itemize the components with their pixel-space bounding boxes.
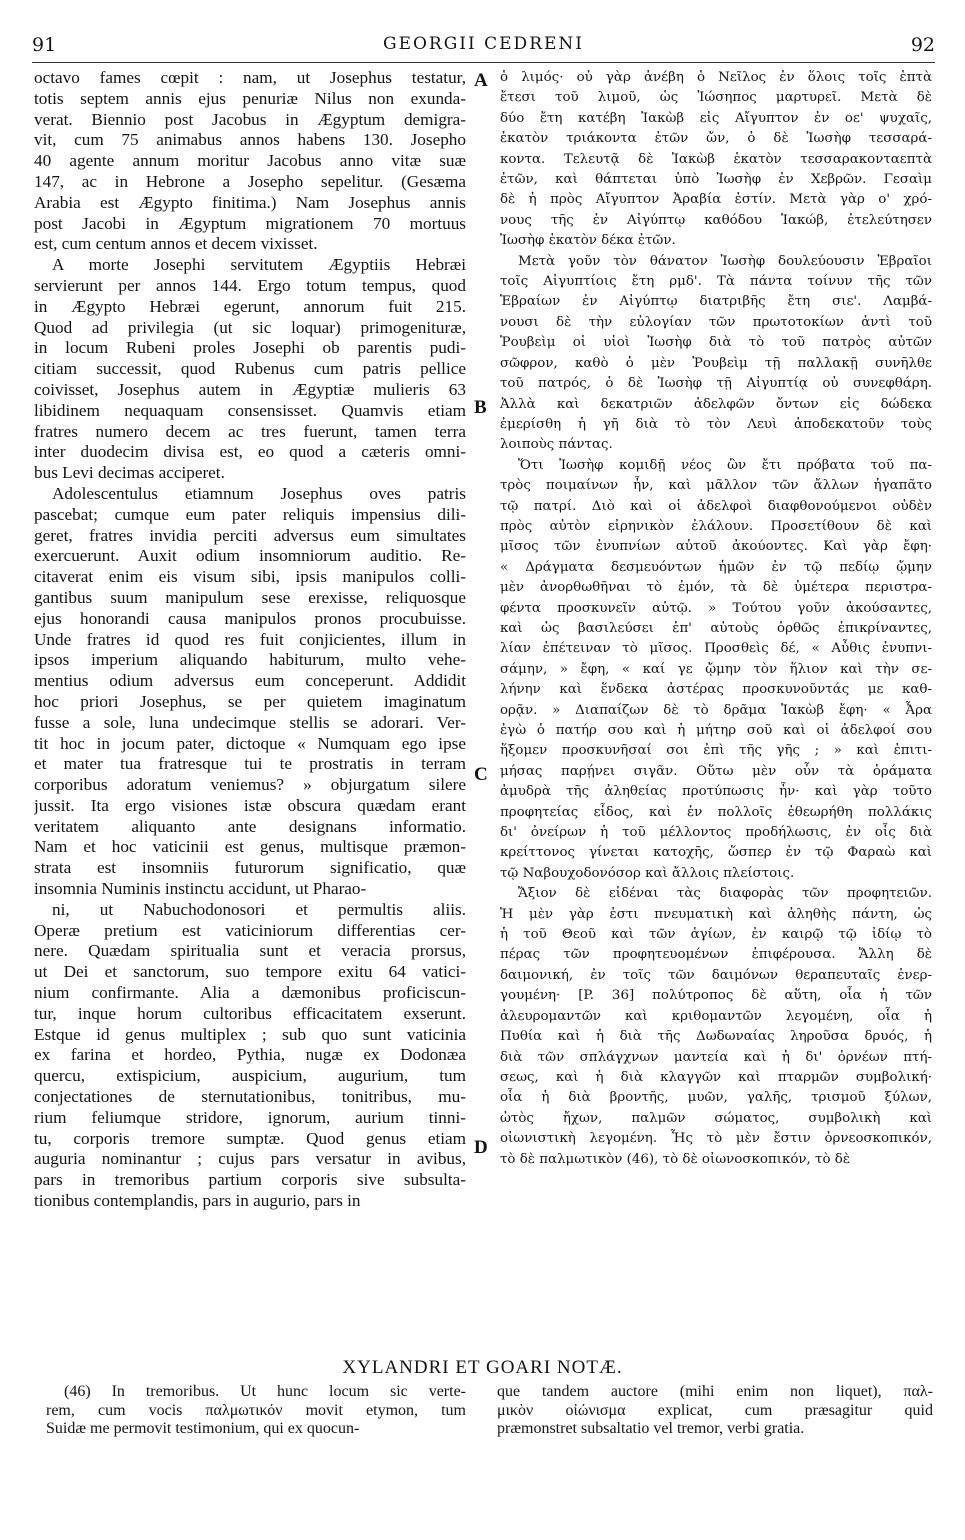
text-line: verat. Biennio post Jacobus in Ægyptum demigra- [34, 109, 466, 129]
text-line: octavo fames cœpit : nam, ut Josephus testatur, [34, 68, 466, 87]
text-line: πέρας τῶν προφητευομένων ἐπιφέρουσα. Ἄλλη δὲ [500, 947, 932, 963]
text-line: ὠτὸς ἤχων, παλμῶν σώματος, συμβολικὴ καὶ [500, 1110, 932, 1126]
text-line: μὲν ἀνορθωθῆναι τὸ ἐμόν, τὰ δὲ ὑμέτερα περιστρα- [500, 580, 932, 596]
text-line: δὲ ἡ πρὸς Αἴγυπτον Ἀραβία ἐστίν. Μετὰ γὰρ ο' χρό- [500, 192, 932, 208]
text-line: Ἀλλὰ καὶ δεκατριῶν ἀδελφῶν ὄντων εἰς δώδεκα [500, 396, 932, 412]
text-line: ἐγὼ ὁ πατήρ σου καὶ ἡ μήτηρ σοῦ καὶ οἱ ἀδελφοί σου [500, 723, 932, 738]
text-line: ἔτεσι τοῦ λιμοῦ, ὡς Ἰώσηπος μαρτυρεῖ. Μετὰ δὲ [500, 90, 932, 106]
text-line: οἰωνιστικὴ λεγομένη. Ἧς τὸ μὲν ἔστιν ὀρνεοσκοπικόν, [500, 1131, 932, 1147]
text-line: διὰ τῶν σπλάγχνων μαντεία καὶ ἡ δι' ὀρνέων πτή- [500, 1049, 932, 1065]
text-line: « Δράγματα δεσμευόντων ἡμῶν ἐν τῷ πεδίῳ ᾤμην [500, 559, 932, 575]
text-line: A morte Josephi servitutem Ægyptiis Hebræi [52, 255, 466, 275]
text-line: fusse a sole, luna undecimque stellis se adorari. Ver- [34, 712, 466, 732]
text-line: ορᾷν. » Διαπαίζων δὲ τὸ δρᾶμα Ἰακὼβ ἔφη· « Ἆρα [500, 702, 932, 718]
text-line: σάμην, » ἔφη, « καί γε ᾤμην τὸν ἥλιον καὶ τὴν σε- [500, 661, 932, 677]
text-line: μήσας παρῄνει σιγᾶν. Οὕτω μὲν οὖν τὰ ὁράματα [500, 763, 932, 779]
notes-left-column [46, 1383, 466, 1439]
text-line: rem, cum vocis παλμωτικόν movit etymon, tum [46, 1401, 466, 1419]
text-line: est, cum centum annos et decem vixisset. [34, 234, 318, 254]
text-line: ἐτῶν, καὶ θάπτεται ὑπὸ Ἰωσὴφ ἐν Χεβρῶν. Γεσαὶμ [500, 172, 932, 188]
text-line: Ὅτι Ἰωσὴφ κομιδῇ νέος ὢν ἔτι πρόβατα τοῦ πα- [518, 457, 932, 473]
text-line: τοῖς Αἰγυπτίοις ἔτη ρμδ'. Τὰ πάντα τοίνυν τῆς τῶν [500, 274, 932, 290]
text-line: Ἰωσὴφ ἑκατὸν δέκα ἐτῶν. [500, 233, 676, 249]
text-line: πρὸς αὐτὸν εἰρηνικὸν ἐλάλουν. Προσετίθουν δὲ καὶ [500, 518, 932, 534]
text-line: Operæ pretium est vaticiniorum differentias cer- [34, 920, 466, 940]
text-line: Adolescentulus etiamnum Josephus oves patris [52, 483, 466, 503]
text-line: λίαν ἐπέτειναν τὸ μῖσος. Προσθεὶς δέ, « Αὖθις ἐνυπνι- [500, 641, 932, 657]
text-line: ex farina et hordeo, Pythia, nugæ ex Dodonæa [34, 1045, 466, 1065]
text-line: citiam successit, quod Rubenus cum patris pellice [34, 359, 466, 379]
page-number-left: 91 [32, 34, 57, 56]
text-line: veritatem aliquanto ante designans informatio. [34, 816, 466, 836]
text-line: nium confirmante. Alia a dæmonibus proficiscun- [34, 983, 466, 1003]
text-line: ut Dei et sanctorum, suo tempore exitu 64 vatici- [34, 962, 466, 982]
text-line: ἥξομεν προσκυνῆσαί σοι ἐπὶ τῆς γῆς ; » καὶ ἐπιτι- [500, 743, 932, 759]
text-line: jussit. Ita ergo visiones istæ obscura quædam erant [34, 795, 466, 815]
text-line: pars in tremoribus partium corporis sive subsulta- [34, 1170, 466, 1190]
text-line: tur, inque horum cultoribus efficacitatem exserunt. [34, 1003, 466, 1023]
text-line: mentius odium adversus eum conceperunt. Addidit [34, 671, 466, 691]
text-line: λοιποὺς πάντας. [500, 437, 613, 453]
text-line: geret, fratres invidia perciti adversus eum simultates [34, 525, 466, 545]
text-line: δύο ἔτη κατέβη Ἰακὼβ εἰς Αἴγυπτον ἐν οε' ψυχαῖς, [500, 110, 932, 126]
text-line: totis septem annis ejus penuriæ Nilus non exunda- [34, 88, 466, 108]
text-line: coivisset, Josephus autem in Ægyptiæ mulieris 63 [34, 379, 466, 399]
text-line: τῷ Ναβουχοδονόσορ καὶ ἄλλοις πλείστοις. [500, 865, 795, 881]
text-line: conjectationes de sternutationibus, tonitribus, mu- [34, 1087, 466, 1107]
text-line: Quod ad privilegia (ut sic loquar) primogenituræ, [34, 317, 466, 337]
text-line: ejus honorandi causa manipulos pronos procubuisse. [34, 608, 466, 628]
text-line: rium feliumque stridore, ignorum, aurium tinni- [34, 1107, 466, 1127]
text-line: ἀλευρομαντῶν καὶ κριθομαντῶν λεγομένη, οἷα ἡ [500, 1008, 932, 1024]
text-line: post Jacobi in Ægyptum migrationem 70 mortuus [34, 213, 466, 233]
text-line: 40 agente annum moritur Jacobus anno vitæ suæ [34, 151, 466, 171]
text-line: ipsos imperium aliquando habiturum, multo vehe- [34, 650, 466, 670]
text-line: auguria nominantur ; cujus pars versatur in avibus, [34, 1149, 466, 1169]
greek-column [500, 68, 932, 1170]
text-line: τρὸς ποιμαίνων ἦν, καὶ μᾶλλον τῶν ἄλλων ἠγαπᾶτο [500, 478, 932, 494]
text-line: γουμένη· [P. 36] πολύτροπος δὲ αὕτη, οἷα ἡ τῶν [500, 988, 932, 1004]
text-line: ὁ λιμός· οὐ γὰρ ἀνέβη ὁ Νεῖλος ἐν ὅλοις τοῖς ἑπτὰ [500, 70, 932, 85]
notes-title: XYLANDRI ET GOARI NOTÆ. [342, 1357, 623, 1378]
text-line: Unde fratres id quod res fuit conjicientes, illum in [34, 629, 466, 649]
text-line: ἐμερίσθη ἡ γῆ διὰ τὸ τὸν Λευὶ ἀποδεκατοῦν τοὺς [500, 416, 932, 432]
page-number-right: 92 [910, 34, 935, 56]
text-line: ἀμυδρὰ τῆς ἀληθείας προτύπωσις ἦν· καὶ γὰρ τοῦτο [500, 784, 932, 800]
text-line: ἡ τοῦ Θεοῦ καὶ τῶν ἁγίων, ἐν καιρῷ τῷ ἰδίῳ τὸ [500, 927, 932, 943]
text-line: Ἑβραίων ἐν Αἰγύπτῳ διατριβῆς ἔτη σιε'. Λαμβά- [500, 294, 932, 310]
text-line: μῖσος τῶν ἐνυπνίων αὐτοῦ ἀκούοντες. Καὶ γὰρ ἔφη· [500, 539, 932, 555]
margin-marker-b: B [474, 397, 487, 418]
text-line: corporibus adoratum veniemus? » objurgatum silere [34, 775, 466, 795]
text-line: τὸ δὲ παλμωτικὸν (46), τὸ δὲ οἰωνοσκοπικόν, τὸ δὲ [500, 1151, 851, 1167]
text-line: Ἡ μὲν γὰρ ἐστι πνευματικὴ καὶ ἀληθὴς πάντη, ὡς [500, 906, 932, 922]
text-line: citaverat enim eis visum sibi, ipsis manipulos colli- [34, 567, 466, 587]
text-line: strata est insomniis futurorum significatio, quæ [34, 858, 466, 878]
text-line: Μετὰ γοῦν τὸν θάνατον Ἰωσὴφ δουλεύουσιν Ἑβραῖοι [518, 253, 932, 269]
text-line: in locum Rubeni proles Josephi ob parentis pudi- [34, 338, 466, 358]
text-line: Nam et hoc vaticinii est genus, multisque præmon- [34, 837, 466, 857]
text-line: σεως, καὶ ἡ διὰ κλαγγῶν καὶ πταρμῶν συμβολική· [500, 1069, 932, 1085]
text-line: δι' ὀνείρων ἡ τοῦ μέλλοντος προδήλωσις, ἐν οἷς διὰ [500, 825, 932, 841]
text-line: tit hoc in jocum pater, dictoque « Numquam ego ipse [34, 733, 466, 753]
margin-marker-c: C [474, 764, 488, 785]
text-line: inter duodecim divisa est, eo quod a cæteris omni- [34, 442, 466, 462]
margin-marker-a: A [474, 70, 488, 91]
text-line: φέντα προσκυνεῖν αὐτῷ. » Τούτου γοῦν ἀκούσαντες, [500, 600, 932, 616]
notes-right-column [497, 1383, 933, 1439]
text-line: Ἄξιον δὲ εἰδέναι τὰς διαφορὰς τῶν προφητειῶν. [518, 886, 932, 902]
text-line: ni, ut Nabuchodonosori et permultis aliis. [52, 899, 466, 919]
text-line: προφητείας εἶδος, καὶ ἐν πολλοῖς ἐθεωρήθη πολλάκις [500, 804, 932, 820]
text-line: Πυθία καὶ ἡ διὰ τῆς Δωδωναίας ληροῦσα δρυός, ἡ [500, 1029, 932, 1045]
text-line: et mater tua fratresque tui te prostratis in terram [34, 754, 466, 774]
header-rule [32, 62, 935, 63]
text-line: libidinem nequaquam consensisset. Quamvis etiam [34, 400, 466, 420]
text-line: nere. Quædam spiritualia sunt et veracia prorsus, [34, 941, 466, 961]
text-line: μικὸν οἰώνισμα explicat, cum præsagitur quid [497, 1401, 933, 1419]
text-line: tu, corporis tremore sumptæ. Quod genus etiam [34, 1128, 466, 1148]
text-line: insomnia Numinis instinctu accidunt, ut Pharao- [34, 879, 367, 899]
text-line: que tandem auctore (mihi enim non liquet), παλ- [497, 1383, 933, 1400]
text-line: Estque id genus multiplex ; sub quo sunt vaticinia [34, 1024, 466, 1044]
running-title: GEORGII CEDRENI [383, 34, 584, 54]
text-line: 147, ac in Hebrone a Josepho sepelitur. (Gesæma [34, 171, 466, 191]
text-line: νους τῆς ἐν Αἰγύπτῳ καθόδου Ἰακώβ, ἐτελεύτησεν [500, 212, 932, 228]
text-line: fratres numero decem ac tres fuerunt, tamen terra [34, 421, 466, 441]
text-line: κοντα. Τελευτᾷ δὲ Ἰακὼβ ἑκατὸν τεσσαρακονταεπτὰ [500, 151, 932, 167]
text-line: καὶ ὡς βασιλεύσει ἐπ' αὐτοὺς ὀρθῶς ἐπικρίναντες, [500, 620, 932, 636]
text-line: præmonstret subsaltatio vel tremor, verbi gratia. [497, 1420, 805, 1437]
text-line: Suidæ me permovit testimonium, qui ex quocun- [46, 1420, 360, 1437]
margin-marker-d: D [474, 1137, 488, 1158]
latin-column [34, 68, 466, 1212]
text-line: (46) In tremoribus. Ut hunc locum sic verte- [64, 1383, 466, 1400]
text-line: οἷα ἡ διὰ βροντῆς, μυῶν, γαλῆς, τρισμοῦ ξύλων, [500, 1090, 932, 1106]
text-line: tionibus contemplandis, pars in augurio, pars in [34, 1191, 361, 1211]
text-line: servierunt per annos 144. Ergo totum tempus, quod [34, 275, 466, 295]
page-header [32, 34, 935, 56]
text-line: Arabia est Ægypto finitima.) Nam Josephus annis [34, 192, 466, 212]
text-line: λήνην καὶ ἕνδεκα ἀστέρας προσκυνοῦντάς με καθ- [500, 682, 932, 698]
text-line: bus Levi decimas acciperet. [34, 463, 225, 483]
text-line: Ῥουβεὶμ οἱ υἱοὶ Ἰωσὴφ διὰ τὸ τοῦ πατρὸς αὐτῶν [500, 335, 932, 351]
text-line: νουσι δὲ τὴν εὐλογίαν τῶν πρωτοτοκίων ἀντὶ τοῦ [500, 314, 932, 330]
text-line: τοῦ πατρός, ὁ δὲ Ἰωσὴφ τῇ Αἰγυπτίᾳ οὐ συνεφθάρη. [500, 376, 932, 392]
text-line: σῶφρον, καθὸ ὁ μὲν Ῥουβεὶμ τῇ παλλακῇ συνῆλθε [500, 355, 932, 371]
text-line: quercu, extispicium, auspicium, augurium, tum [34, 1066, 466, 1086]
text-line: κρείττονος γίνεται κατοχῆς, ὥσπερ ἐν τῷ Φαραὼ καὶ [500, 845, 932, 861]
text-line: in Ægypto Hebræi egerunt, annorum fuit 215. [34, 296, 466, 316]
text-line: gantibus suum manipulum sese erexisse, reliquosque [34, 587, 466, 607]
text-line: hoc priori Josephus, se per quietem imaginatum [34, 691, 466, 711]
text-line: ἑκατὸν τριάκοντα ἐτῶν ὤν, ὁ δὲ Ἰωσὴφ τεσσαρά- [500, 131, 932, 147]
text-line: pascebat; cumque eum pater reliquis impensius dili- [34, 504, 466, 524]
text-line: vit, cum 75 animabus annos habens 130. Josepho [34, 130, 466, 150]
text-line: δαιμονική, ἐν τοῖς τῶν δαιμόνων θεραπευταῖς ἐνερ- [500, 967, 932, 983]
text-line: τῷ πατρί. Διὸ καὶ οἱ ἀδελφοὶ διαφθονούμενοι οὐδὲν [500, 498, 932, 514]
text-line: exercuerunt. Auxit odium insomniorum auditio. Re- [34, 546, 466, 566]
